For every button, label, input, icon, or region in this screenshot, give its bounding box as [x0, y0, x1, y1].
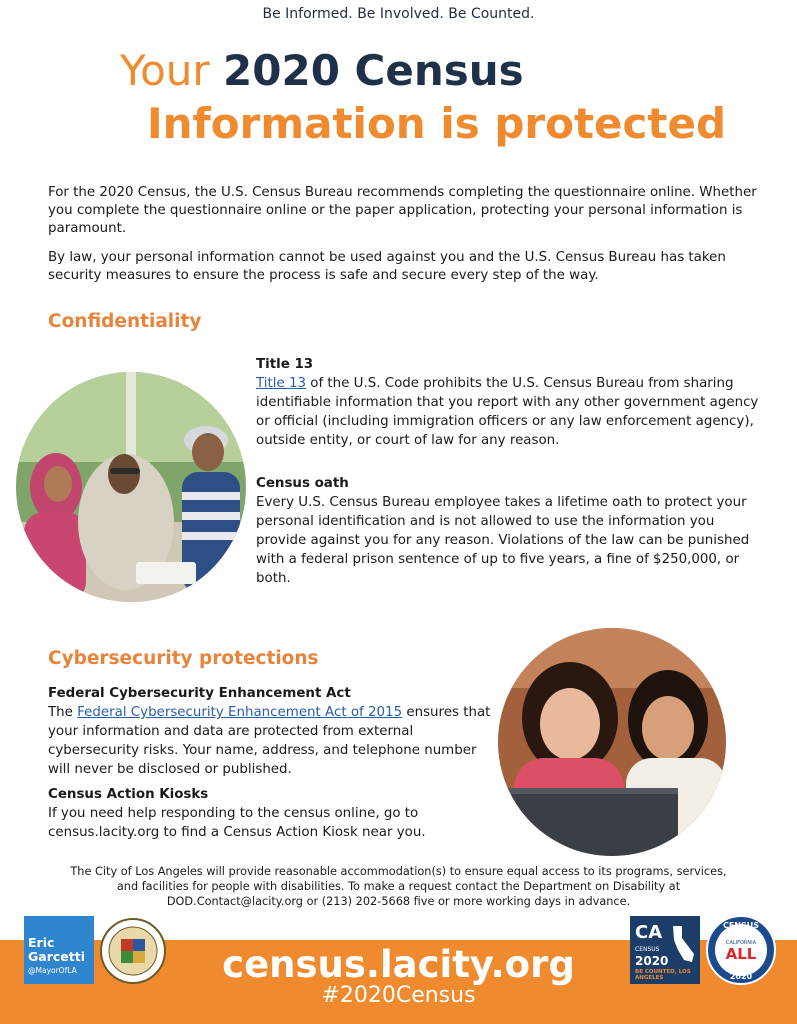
california-for-all-graphic	[706, 915, 776, 985]
ca-census-logo	[630, 916, 700, 984]
cyber-act-link[interactable]: Federal Cybersecurity Enhancement Act of 2015	[77, 705, 403, 720]
title13-block	[256, 356, 766, 450]
accommodation-line-1: The City of Los Angeles will provide reasonable accommodation(s) to ensure equal access to its programs, services,	[70, 865, 727, 878]
ca-all-top-text: CENSUS	[722, 921, 760, 930]
page-title-line1	[120, 46, 524, 96]
census-oath-heading: Census oath	[256, 476, 349, 491]
tagline: Be Informed. Be Involved. Be Counted.	[262, 6, 535, 22]
cyber-act-block	[48, 685, 498, 779]
cyber-act-prefix: The	[48, 705, 78, 720]
garcetti-logo	[24, 916, 94, 984]
cyber-act-heading: Federal Cybersecurity Enhancement Act	[48, 686, 351, 701]
title13-heading: Title 13	[256, 357, 314, 372]
laptop-photo	[498, 628, 726, 856]
students-photo	[16, 372, 246, 602]
footer-url[interactable]: census.lacity.org	[222, 943, 575, 986]
ca-census-tagline: BE COUNTED, LOS ANGELES	[635, 969, 691, 981]
census-oath-paragraph: Every U.S. Census Bureau employee takes a lifetime oath to protect your personal identification and is not allowed to use the information you provide against you for any reason. Violations of the law can be punished with a federal prison sentence of up to five years, a fine of $250,000, or both.	[256, 495, 750, 586]
kiosk-heading: Census Action Kiosks	[48, 787, 209, 802]
ca-abbrev: CA	[635, 922, 663, 943]
garcetti-last-name: Garcetti	[28, 949, 85, 964]
intro-paragraph-2: By law, your personal information cannot be used against you and the U.S. Census Bureau has taken security measures to ensure the process is safe and secure every step of the way.	[48, 250, 726, 283]
cybersecurity-heading: Cybersecurity protections	[48, 648, 319, 669]
footer-hashtag: #2020Census	[321, 983, 476, 1008]
ca-all-year-text: 2020	[729, 972, 753, 981]
city-seal-icon	[100, 918, 166, 984]
ca-census-word: CENSUS	[635, 946, 660, 953]
students-photo-illustration	[16, 372, 246, 602]
intro-paragraph-1: For the 2020 Census, the U.S. Census Bureau recommends completing the questionnaire online. Whether you complete the questionnaire online or the paper application, protecting your personal information is paramount.	[48, 185, 757, 236]
ca-all-text: ALL	[725, 945, 757, 963]
title-your: Your	[120, 46, 210, 95]
accommodation-line-2: and facilities for people with disabilities. To make a request contact the Department on Disability at	[116, 880, 681, 893]
ca-census-year: 2020	[635, 954, 669, 968]
cyber-act-text: ensures that your information and data are protected from external cybersecurity risks. Your name, address, and telephone number will never be disclosed or published.	[48, 705, 491, 777]
page-title-line2: Information is protected	[147, 99, 727, 148]
california-for-all-logo	[706, 915, 776, 985]
garcetti-first-name: Eric	[28, 935, 55, 950]
confidentiality-heading: Confidentiality	[48, 311, 202, 332]
title13-text: of the U.S. Code prohibits the U.S. Census Bureau from sharing identifiable information that you report with any other government agency or official (including immigration officers or any law enforcement agency), outside entity, or court of law for any reason.	[256, 376, 759, 448]
california-map-icon	[670, 924, 696, 964]
cyber-act-paragraph	[48, 703, 498, 779]
garcetti-handle: @MayorOfLA	[28, 966, 77, 975]
accommodation-notice	[30, 864, 767, 909]
city-seal-graphic	[100, 918, 166, 984]
census-oath-block	[256, 475, 756, 588]
kiosk-paragraph: If you need help responding to the census online, go to census.lacity.org to find a Census Action Kiosk near you.	[48, 806, 426, 840]
title13-link[interactable]: Title 13	[256, 376, 306, 391]
title13-paragraph	[256, 374, 766, 450]
accommodation-line-3: DOD.Contact@lacity.org or (213) 202-5668 five or more working days in advance.	[166, 895, 631, 908]
laptop-photo-illustration	[498, 628, 726, 856]
ca-all-california-text: CALIFORNIA	[725, 940, 757, 946]
kiosk-block	[48, 786, 498, 842]
title-2020-census: 2020 Census	[223, 46, 524, 95]
